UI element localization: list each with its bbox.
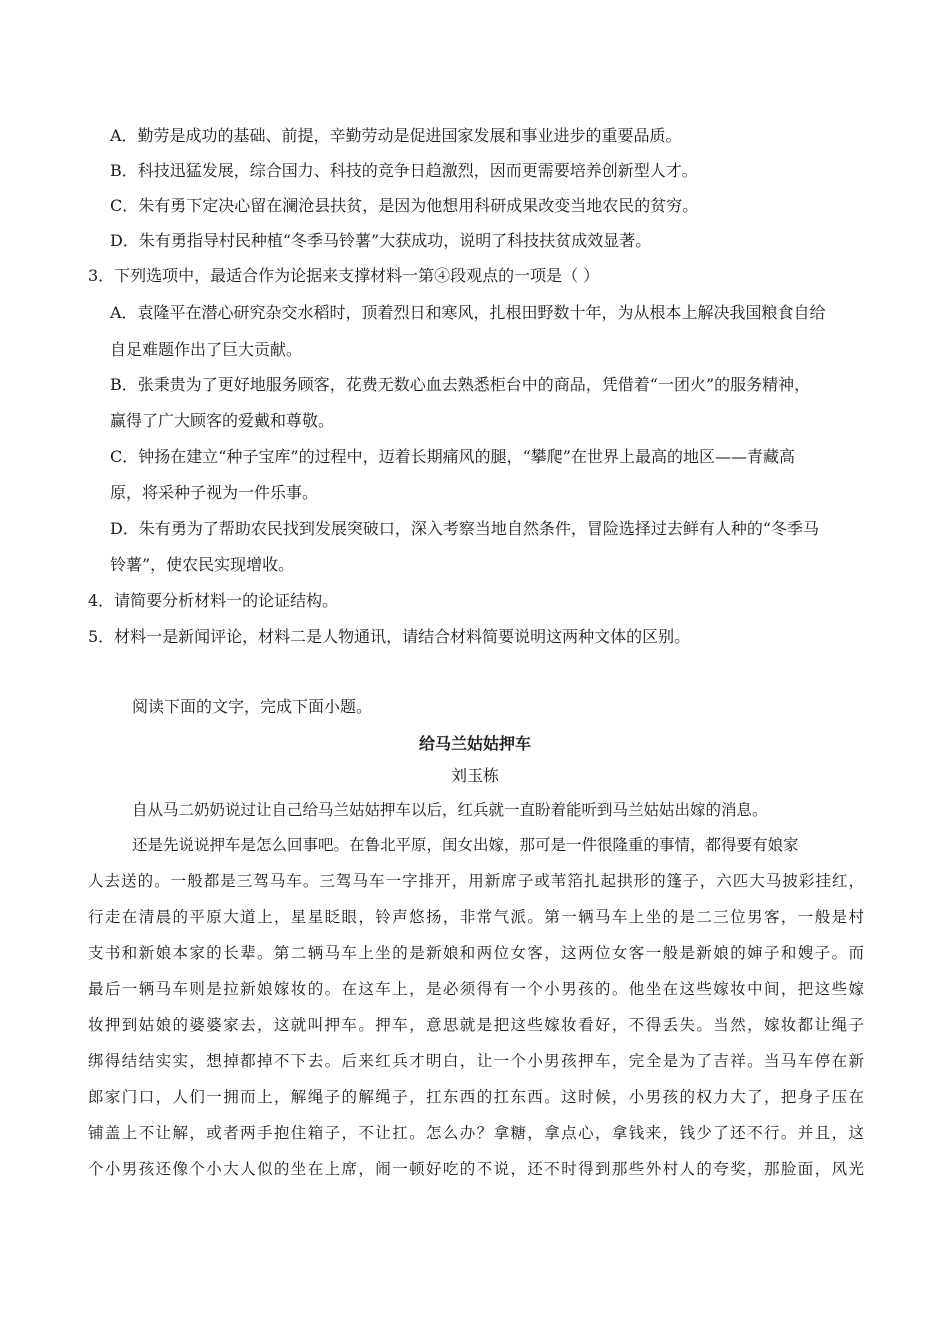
story-paragraph-2-line-2: 人去送的。一般都是三驾马车。三驾马车一字排开，用新席子或苇箔扎起拱形的篷子，六匹大马披彩挂红， [88,872,864,890]
q3-option-c-line2: 原，将采种子视为一件乐事。 [110,483,319,502]
story-author: 刘玉栋 [450,766,499,785]
q3-option-a-line2: 自足难题作出了巨大贡献。 [110,340,303,359]
q3-option-a-line1: A．袁隆平在潜心研究杂交水稻时，顶着烈日和寒风，扎根田野数十年，为从根本上解决我国粮食自给 [110,303,826,322]
q2-option-d: D．朱有勇指导村民种植“冬季马铃薯”大获成功，说明了科技扶贫成效显著。 [110,231,652,250]
story-paragraph-2-line-8: 郎家门口，人们一拥而上，解绳子的解绳子，扛东西的扛东西。这时候，小男孩的权力大了，把身子压在 [88,1088,864,1106]
story-paragraph-2-line-9: 铺盖上不让解，或者两手抱住箱子，不让扛。怎么办？拿糖，拿点心，拿钱来，钱少了还不行。并且，这 [88,1124,864,1142]
reading-instruction: 阅读下面的文字，完成下面小题。 [132,697,373,716]
question-4: 4．请简要分析材料一的论证结构。 [88,591,339,610]
q3-option-c-line1: C．钟扬在建立“种子宝库”的过程中，迈着长期痛风的腿，“攀爬”在世界上最高的地区——青藏高 [110,447,795,466]
story-paragraph-1: 自从马二奶奶说过让自己给马兰姑姑押车以后，红兵就一直盼着能听到马兰姑姑出嫁的消息。 [132,801,768,819]
story-paragraph-2-line-1: 还是先说说押车是怎么回事吧。在鲁北平原，闺女出嫁，那可是一件很隆重的事情，都得要有娘家 [132,836,799,854]
story-paragraph-2-line-3: 行走在清晨的平原大道上，星星眨眼，铃声悠扬，非常气派。第一辆马车上坐的是二三位男客，一般是村 [88,908,864,926]
q3-option-b-line1: B．张秉贵为了更好地服务顾客，花费无数心血去熟悉柜台中的商品，凭借着“一团火”的服务精神， [110,375,811,394]
q3-option-d-line2: 铃薯”，使农民实现增收。 [110,555,295,574]
story-paragraph-2-line-4: 支书和新娘本家的长辈。第二辆马车上坐的是新娘和两位女客，这两位女客一般是新娘的婶子和嫂子。而 [88,944,864,962]
question-5: 5．材料一是新闻评论，材料二是人物通讯，请结合材料简要说明这两种文体的区别。 [88,627,691,646]
story-title: 给马兰姑姑押车 [418,734,531,753]
story-paragraph-2-line-10: 个小男孩还像个小大人似的坐在上席，闹一顿好吃的不说，还不时得到那些外村人的夸奖，那脸面，风光 [88,1160,864,1178]
q2-option-c: C．朱有勇下定决心留在澜沧县扶贫，是因为他想用科研成果改变当地农民的贫穷。 [110,196,699,215]
q3-option-b-line2: 赢得了广大顾客的爱戴和尊敬。 [110,411,335,430]
q2-option-a: A．勤劳是成功的基础、前提，辛勤劳动是促进国家发展和事业进步的重要品质。 [110,126,682,145]
question-3-stem: 3．下列选项中，最适合作为论据来支撑材料一第④段观点的一项是（ ） [88,266,600,285]
q2-option-b: B．科技迅猛发展，综合国力、科技的竞争日趋激烈，因而更需要培养创新型人才。 [110,161,698,180]
q3-option-d-line1: D．朱有勇为了帮助农民找到发展突破口，深入考察当地自然条件，冒险选择过去鲜有人种的“冬季马 [110,519,820,538]
story-paragraph-2-line-7: 绑得结结实实，想掉都掉不下去。后来红兵才明白，让一个小男孩押车，完全是为了吉祥。当马车停在新 [88,1052,864,1070]
story-paragraph-2-line-5: 最后一辆马车则是拉新娘嫁妆的。在这车上，是必须得有一个小男孩的。他坐在这些嫁妆中间，把这些嫁 [88,980,864,998]
story-paragraph-2-line-6: 妆押到姑娘的婆婆家去，这就叫押车。押车，意思就是把这些嫁妆看好，不得丢失。当然，嫁妆都让绳子 [88,1016,864,1034]
